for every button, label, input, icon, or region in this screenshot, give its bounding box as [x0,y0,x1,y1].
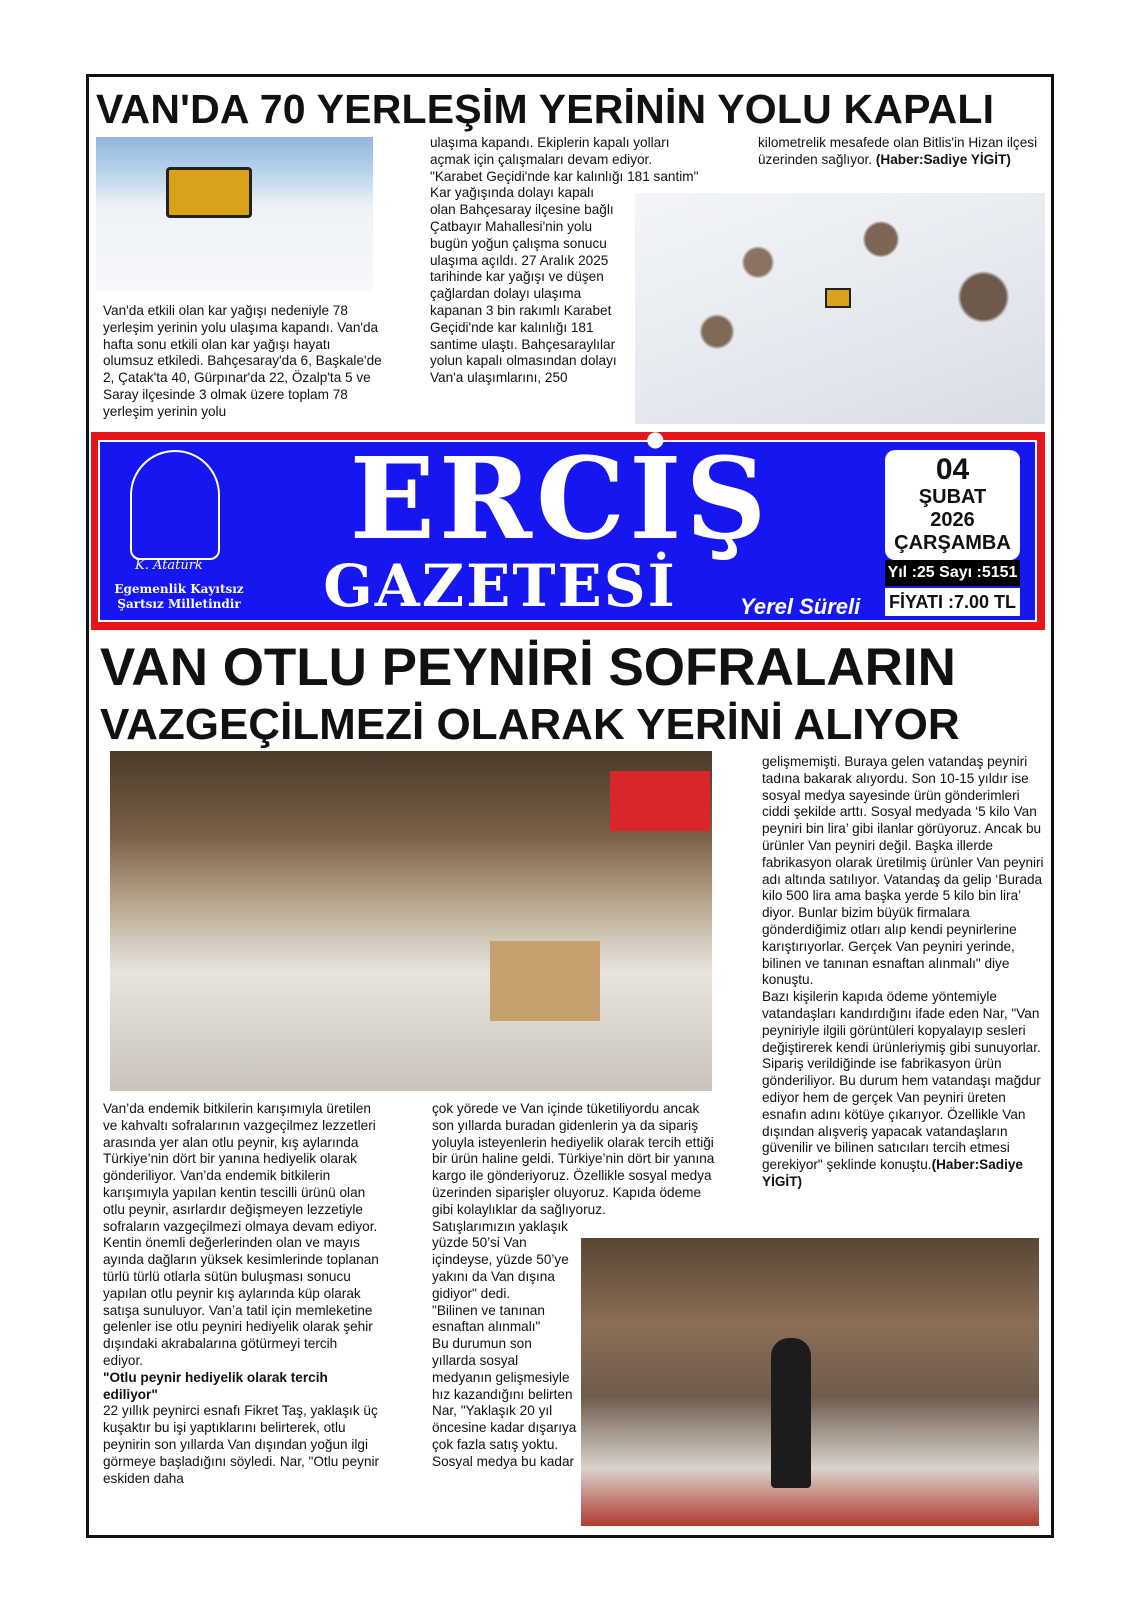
date-year: 2026 [930,509,975,531]
story2-col2b: Satışlarımızın yaklaşık yüzde 50’si Van içindeyse, yüzde 50’ye yakını da Van dışına gidiyor" dedi. [432,1218,569,1301]
date-month: ŞUBAT [918,486,987,508]
story2-col3b [762,989,1044,1191]
date-box [885,450,1020,560]
masthead-subtitle: GAZETESİ [323,552,677,620]
story2-col2c: Bu durumun son yıllarda sosyal medyanın gelişmesiyle hız kazandığını belirten Nar, "Yaklaşık 20 yıl öncesine kadar dışarıya çok fazla satış yoktu. Sosyal medya bu kadar [432,1336,577,1469]
masthead-title: ERCİŞ [349,434,771,565]
price: FİYATI :7.00 TL [885,588,1020,616]
excavator-shape [166,167,252,218]
date-day: 04 [935,453,970,486]
story2-col1b: 22 yıllık peynirci esnafı Fikret Taş, yaklaşık üç kuşaktır bu işi yaptıklarını belirterek, otlu peynirin son yıllarda Van dışından yoğun ilgi görmeye başladığını söyledi. Nar, "Otlu peynir eskiden daha [103,1403,380,1486]
date-weekday: ÇARŞAMBA [894,532,1011,554]
story2-col3a: gelişmemişti. Buraya gelen vatandaş peyniri tadına bakarak alıyordu. Son 10-15 yıldır ise sosyal medya sayesinde ürün gönderimleri ciddi şekilde arttı. Sosyal medyada ‘5 kilo Van peyniri bin lira’ gibi ilanlar görüyoruz. Ancak bu ürünler Van peyniri değil. Başka illerde fabrikasyon olarak üretilmiş ürünler Van peyniri adı altında satılıyor. Vatandaş da gelip ‘Burada kilo 500 lira ama başka yerde 5 kilo bin lira’ diyor. Bunlar bizim büyük firmalara gönderdiğimiz otları alıp kendi peynirlerine karıştırıyorlar. Gerçek Van peyniri yerinde, bilinen ve tanınan esnaftan alınmalı" diye konuştu. [762,754,1044,988]
masthead-tagline: Yerel Süreli [740,594,861,619]
story1-col2b: Kar yağışında dolayı kapalı olan Bahçesaray ilçesine bağlı Çatbayır Mahallesi'nin yolu bugün yoğun çalışma sonucu ulaşıma açıldı. 27 Aralık 2025 tarihinde kar yağışı ve düşen çağlardan dolayı ulaşıma kapanan 3 bin rakımlı Karabet Geçidi'nde kar kalınlığı 181 santime ulaştı. Bahçesaraylılar yolun kapalı olmasından dolayı Van'a ulaşımlarını, 250 [430,185,617,386]
story1-col2a: ulaşıma kapandı. Ekiplerin kapalı yolları açmak için çalışmaları devam ediyor. [430,135,670,167]
ataturk-portrait-icon [130,450,220,560]
story1-byline: (Haber:Sadiye YİGİT) [875,151,1011,167]
story1-headline: VAN'DA 70 YERLEŞİM YERİNİN YOLU KAPALI [96,86,995,132]
motto-line2: Şartsız Milletindir [117,597,241,611]
story1-col1: Van'da etkili olan kar yağışı nedeniyle 78 yerleşim yerinin yolu ulaşıma kapandı. Van'da hafta sonu etkili olan kar yağışı hayatı olumsuz etkiledi. Bahçesaray'da 6, Başkale'de 2, Çatak'ta 40, Gürpınar'da 22, Özalp'ta 5 ve Saray ilçesinde 3 olmak üzere toplam 78 yerleşim yerinin yolu [103,303,382,419]
story2-subhead2: "Bilinen ve tanınan esnaftan alınmalı" [432,1302,545,1335]
story2-subhead1: "Otlu peynir hediyelik olarak tercih ediliyor" [103,1369,328,1402]
story2-col1a: Van’da endemik bitkilerin karışımıyla üretilen ve kahvaltı sofralarının vazgeçilmez lezzetleri arasında yer alan otlu peynir, kış aylarında Türkiye’nin dört bir yanına hediyelik olarak gönderiliyor. Van’da endemik bitkilerin karışımıyla yapılan kentin tescilli ürünü olan otlu peynir, asırlardır değişmeyen lezzetiyle sofraların vazgeçilmezi olmaya devam ediyor. Kentin önemli değerlerinden olan ve mayıs ayında dağların yüksek kesimlerinde toplanan türlü türlü otlarla sütün buluşması sonucu yapılan otlu peynir kış aylarında küp olarak satışa sunuluyor. Van’a tatil için memleketine gelenler ise otlu peyniri hediyelik olarak şehir dışındaki akrabalarına götürmeyi tercih ediyor. [103,1101,379,1368]
issue-number: Yıl :25 Sayı :5151 [885,560,1020,586]
masthead-motto [108,582,250,612]
snow-excavator-photo [96,137,373,291]
story2-col3b-text: Bazı kişilerin kapıda ödeme yöntemiyle vatandaşları kandırdığını ifade eden Nar, "Van peyniriyle ilgili görüntüleri kopyalayıp sesleri değiştirerek kendi ürünleriymiş gibi sunuyorlar. Sipariş verildiğinde ise fabrikasyon ürün gönderiliyor. Bu durum hem vatandaşı mağdur ediyor hem de gerçek Van peyniri üreten esnafın adını kötüye çıkarıyor. Özellikle Van dışından alışveriş yapacak vatandaşların güvenilir ve bilinen satıcıları tercih etmesi gerekiyor" şeklinde konuştu. [762,989,1041,1173]
story1-subhead: "Karabet Geçidi'nde kar kalınlığı 181 santim" [430,168,699,184]
story2-col2a: çok yörede ve Van içinde tüketiliyordu ancak son yıllarda buradan gidenlerin ya da sipariş yoluyla isteyenlerin hediyelik olarak tercih ettiği bir ürün haline geldi. Türkiye’nin dört bir yanına kargo ile gönderiyoruz. Özellikle sosyal medya üzerinden siparişler oluyoruz. Kapıda ödeme gibi kolaylıklar da sağlıyoruz. [432,1101,715,1217]
shop-sign [610,771,710,831]
story1-col3-text: kilometrelik mesafede olan Bitlis'in Hizan ilçesi üzerinden sağlıyor. [758,135,1038,167]
grader-shape [825,288,851,308]
market-corridor-photo [581,1238,1039,1526]
motto-line1: Egemenlik Kayıtsız [114,582,244,596]
person-walking [771,1338,811,1488]
cheese-boxes [490,941,600,1021]
story1-col3 [758,135,1038,169]
story2-headline-line1: VAN OTLU PEYNİRİ SOFRALARIN [100,638,956,697]
story2-headline-line2: VAZGEÇİLMEZİ OLARAK YERİNİ ALIYOR [100,700,960,749]
snow-road-aerial-photo [635,193,1045,424]
ataturk-signature: K. Atatürk [135,558,203,573]
cheese-market-photo [110,751,712,1091]
story2-byline: (Haber:Sadiye YİGİT) [762,1157,1023,1189]
story2-col1 [103,1101,381,1487]
story2-col3 [762,754,1044,1191]
story2-col2-narrow [432,1219,577,1471]
